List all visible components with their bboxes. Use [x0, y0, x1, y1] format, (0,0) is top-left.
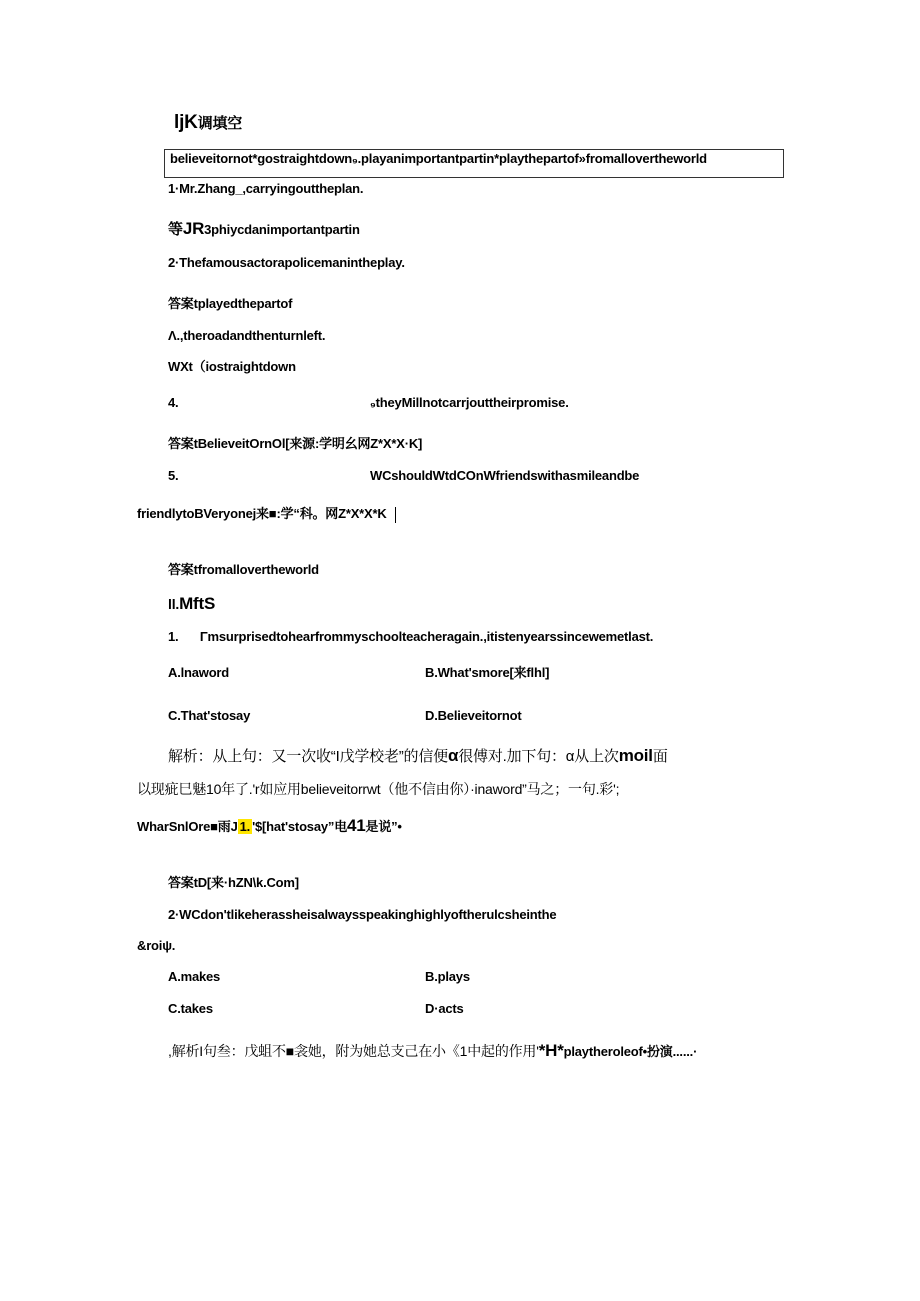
- question-5: WCshouldWtdCOnWfriendswithasmileandbe: [370, 468, 640, 483]
- mc1-analysis-1d: moil: [618, 746, 653, 765]
- answer-1-text: 3phiycdanimportantpartin: [204, 222, 360, 237]
- mc2-option-c: C.takes: [168, 1001, 213, 1016]
- question-2: 2·Thefamousactorapolicemanintheplay.: [168, 255, 405, 270]
- mc2-analysis-b: *H*: [538, 1041, 564, 1060]
- text-cursor: [395, 507, 396, 523]
- section-title-text: 调填空: [197, 115, 243, 132]
- mc1-analysis-line-1: [168, 748, 668, 765]
- mc1-option-c: C.That'stosay: [168, 708, 251, 723]
- question-3: Λ.,theroadandthenturnleft.: [168, 328, 326, 343]
- mc1-answer: 答案tD[来·hZN\k.Com]: [168, 875, 299, 890]
- answer-2: 答案tplayedthepartof: [168, 296, 293, 311]
- mc1-analysis-3a: WharSnlOre■雨J: [137, 819, 238, 834]
- answer-4: 答案tBelieveitOrnOl[来源:学明幺网Z*X*X·K]: [168, 436, 423, 451]
- question-4: ₉theyMillnotcarrjouttheirpromise.: [370, 395, 569, 410]
- question-4-number: 4.: [168, 395, 179, 410]
- question-5-number: 5.: [168, 468, 179, 483]
- mc-question-1-text: Γmsurprisedtohearfrommyschoolteacheragain.,itistenyearssincewemetlast.: [199, 629, 654, 644]
- mc-question-1-number: 1.: [168, 629, 179, 644]
- mc-question-2-continued: &roiψ.: [137, 938, 176, 953]
- section-2-number: ll.: [168, 596, 180, 612]
- answer-1: [168, 221, 360, 238]
- mc2-analysis-c: playtheroleof•扮演......·: [563, 1044, 698, 1059]
- highlighted-text: 1.: [239, 819, 251, 834]
- mc1-analysis-1e: 面: [652, 748, 668, 765]
- mc2-option-a: A.makes: [168, 969, 221, 984]
- answer-5: 答案tfromallovertheworld: [168, 562, 319, 577]
- mc-question-1: [168, 629, 653, 645]
- mc2-option-d: D·acts: [425, 1001, 464, 1016]
- question-1: 1·Mr.Zhang_,carryingouttheplan.: [168, 181, 364, 196]
- mc1-analysis-1a: 解析：从上句：又一次收“I戊学校老”的信便: [168, 748, 448, 765]
- mc1-analysis-3c: 41: [347, 816, 366, 835]
- section-2-title-text: MftS: [179, 594, 216, 613]
- answer-3: WXt（iostraightdown: [168, 359, 296, 374]
- mc1-analysis-1b: α: [447, 746, 459, 765]
- question-5-continued-text: friendlytoBVeryonej来■:学“科。网Z*X*X*K: [137, 506, 387, 521]
- mc1-option-b: B.What'smore[来flhl]: [425, 665, 550, 680]
- mc2-analysis-a: ,解析I句叁：戊蛆不■衾她，附为她总支己在小《1中起的作用': [168, 1043, 539, 1059]
- word-bank: believeitornot*gostraightdown₉.playanimportantpartin*playthepartof»fromallovertheworld: [170, 151, 707, 166]
- mc-question-2: 2·WCdon'tlikeherassheisalwaysspeakinghighlyoftherulcsheinthe: [168, 907, 557, 922]
- section-title: [174, 112, 243, 133]
- section-number: ljK: [174, 112, 198, 133]
- section-2-title: [168, 596, 215, 613]
- mc2-analysis: [168, 1043, 697, 1060]
- mc2-option-b: B.plays: [425, 969, 470, 984]
- mc1-option-d: D.Believeitornot: [425, 708, 522, 723]
- mc1-analysis-3d: 是说”•: [365, 819, 402, 834]
- answer-1-mark: JR: [182, 219, 205, 238]
- mc1-analysis-1c: 很傅对.加下句：α从上次: [458, 748, 619, 765]
- mc1-analysis-line-2: 以现疵巳魅10年了.'r如应用believeitorrwt（他不信由你）·inaword”马之；一句.彩';: [137, 781, 620, 797]
- question-5-continued: [137, 506, 396, 523]
- answer-1-prefix: 等: [168, 221, 183, 238]
- mc1-option-a: A.lnaword: [168, 665, 230, 680]
- mc1-analysis-line-3: [137, 818, 402, 835]
- mc1-analysis-3b: '$[hat'stosay”电: [252, 819, 347, 834]
